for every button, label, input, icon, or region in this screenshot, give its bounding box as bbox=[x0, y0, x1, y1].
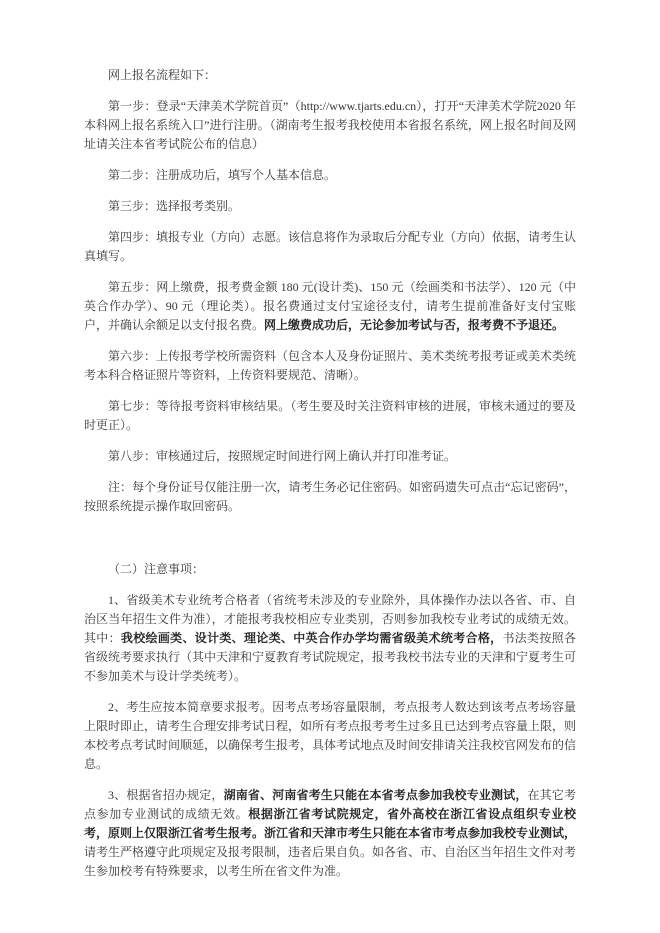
text-run: 第三步：选择报考类别。 bbox=[108, 199, 241, 213]
text-run: 第四步：填报专业（方向）志愿。该信息将作为录取后分配专业（方向）依据，请考生认真填写。 bbox=[84, 230, 577, 263]
text-run: 2、考生应按本简章要求报考。因考点考场容量限制，考点报考人数达到该考点考场容量上限时即止，请考生合理安排考试日程，如所有考点报考考生过多且已达到考点容量上限，则本校考点考试时间顺延，以确保考生报考，具体考试地点及时间安排请关注我校官网发布的信息。 bbox=[84, 700, 577, 771]
bold-text-run: 网上缴费成功后，无论参加考试与否，报考费不予退还。 bbox=[264, 318, 565, 332]
text-run: 书法类按照各省级统考要求执行（其中天津和宁夏教育考试院规定，报考我校书法专业的天津和宁夏考生可不参加美术与设计学类统考）。 bbox=[84, 631, 577, 683]
text-run: 第五步：网上缴费，报考费金额 180 元(设计类)、150 元（绘画类和书法学）、120 元（中英合作办学）、90 元（理论类）。报名费通过支付宝途径支付，请考生提前准备好支付宝账户，并确认余额足以支付报名费。 bbox=[84, 280, 576, 332]
bold-text-run: 湖南省、河南省考生只能在本省考点参加我校专业测试， bbox=[223, 788, 528, 802]
step-3 bbox=[84, 197, 576, 216]
text-run: 第二步：注册成功后，填写个人基本信息。 bbox=[108, 168, 337, 182]
text-run: 第一步：登录“天津美术学院首页”（http://www.tjarts.edu.cn），打开“天津美术学院2020 年本科网上报名系统入口”进行注册。（湖南考生报考我校使用本省报名系统，网上报名时间及网址请关注本省考试院公布的信息） bbox=[84, 99, 576, 151]
step-5 bbox=[84, 278, 576, 335]
text-run: 第八步：审核通过后，按照规定时间进行网上确认并打印准考证。 bbox=[108, 449, 457, 463]
text-run: 第七步：等待报考资料审核结果。（考生要及时关注资料审核的进展，审核未通过的要及时更正）。 bbox=[84, 399, 576, 432]
intro-line bbox=[84, 66, 576, 85]
step-6 bbox=[84, 347, 576, 385]
text-run: 网上报名流程如下： bbox=[108, 68, 217, 82]
step-2 bbox=[84, 166, 576, 185]
text-run: 注：每个身份证号仅能注册一次，请考生务必记住密码。如密码遗失可点击“忘记密码”，按照系统提示操作取回密码。 bbox=[84, 480, 576, 513]
notice-1 bbox=[84, 591, 576, 686]
notice-3 bbox=[84, 786, 576, 881]
text-run: 第六步：上传报考学校所需资料（包含本人及身份证照片、美术类统考报考证或美术类统考本科合格证照片等资料，上传资料要规范、清晰）。 bbox=[84, 349, 577, 382]
note bbox=[84, 478, 576, 516]
section-heading-notes bbox=[84, 560, 576, 579]
bold-text-run: 根据浙江省考试院规定，省外高校在浙江省设点组织专业校考，原则上仅限浙江省考生报考。浙江省和天津市考生只能在本省市考点参加我校专业测试， bbox=[84, 807, 577, 840]
step-8 bbox=[84, 447, 576, 466]
text-run: 1、省级美术专业统考合格者（省统考未涉及的专业除外，具体操作办法以各省、市、自治区当年招生文件为准），才能报考我校相应专业类别，否则参加我校专业考试的成绩无效。其中： bbox=[84, 593, 576, 645]
step-4 bbox=[84, 228, 576, 266]
text-run: 在其它考点参加专业测试的成绩无效。 bbox=[84, 788, 576, 821]
text-run: 请考生严格遵守此项规定及报考限制，违者后果自负。如各省、市、自治区当年招生文件对考生参加校考有特殊要求，以考生所在省文件为准。 bbox=[84, 845, 577, 878]
step-7 bbox=[84, 397, 576, 435]
bold-text-run: 我校绘画类、设计类、理论类、中英合作办学均需省级美术统考合格， bbox=[120, 631, 503, 645]
text-run: （二）注意事项： bbox=[108, 562, 205, 576]
step-1 bbox=[84, 97, 576, 154]
document-body bbox=[84, 66, 576, 893]
notice-2 bbox=[84, 698, 576, 774]
text-run: 3、根据省招办规定， bbox=[108, 788, 224, 802]
